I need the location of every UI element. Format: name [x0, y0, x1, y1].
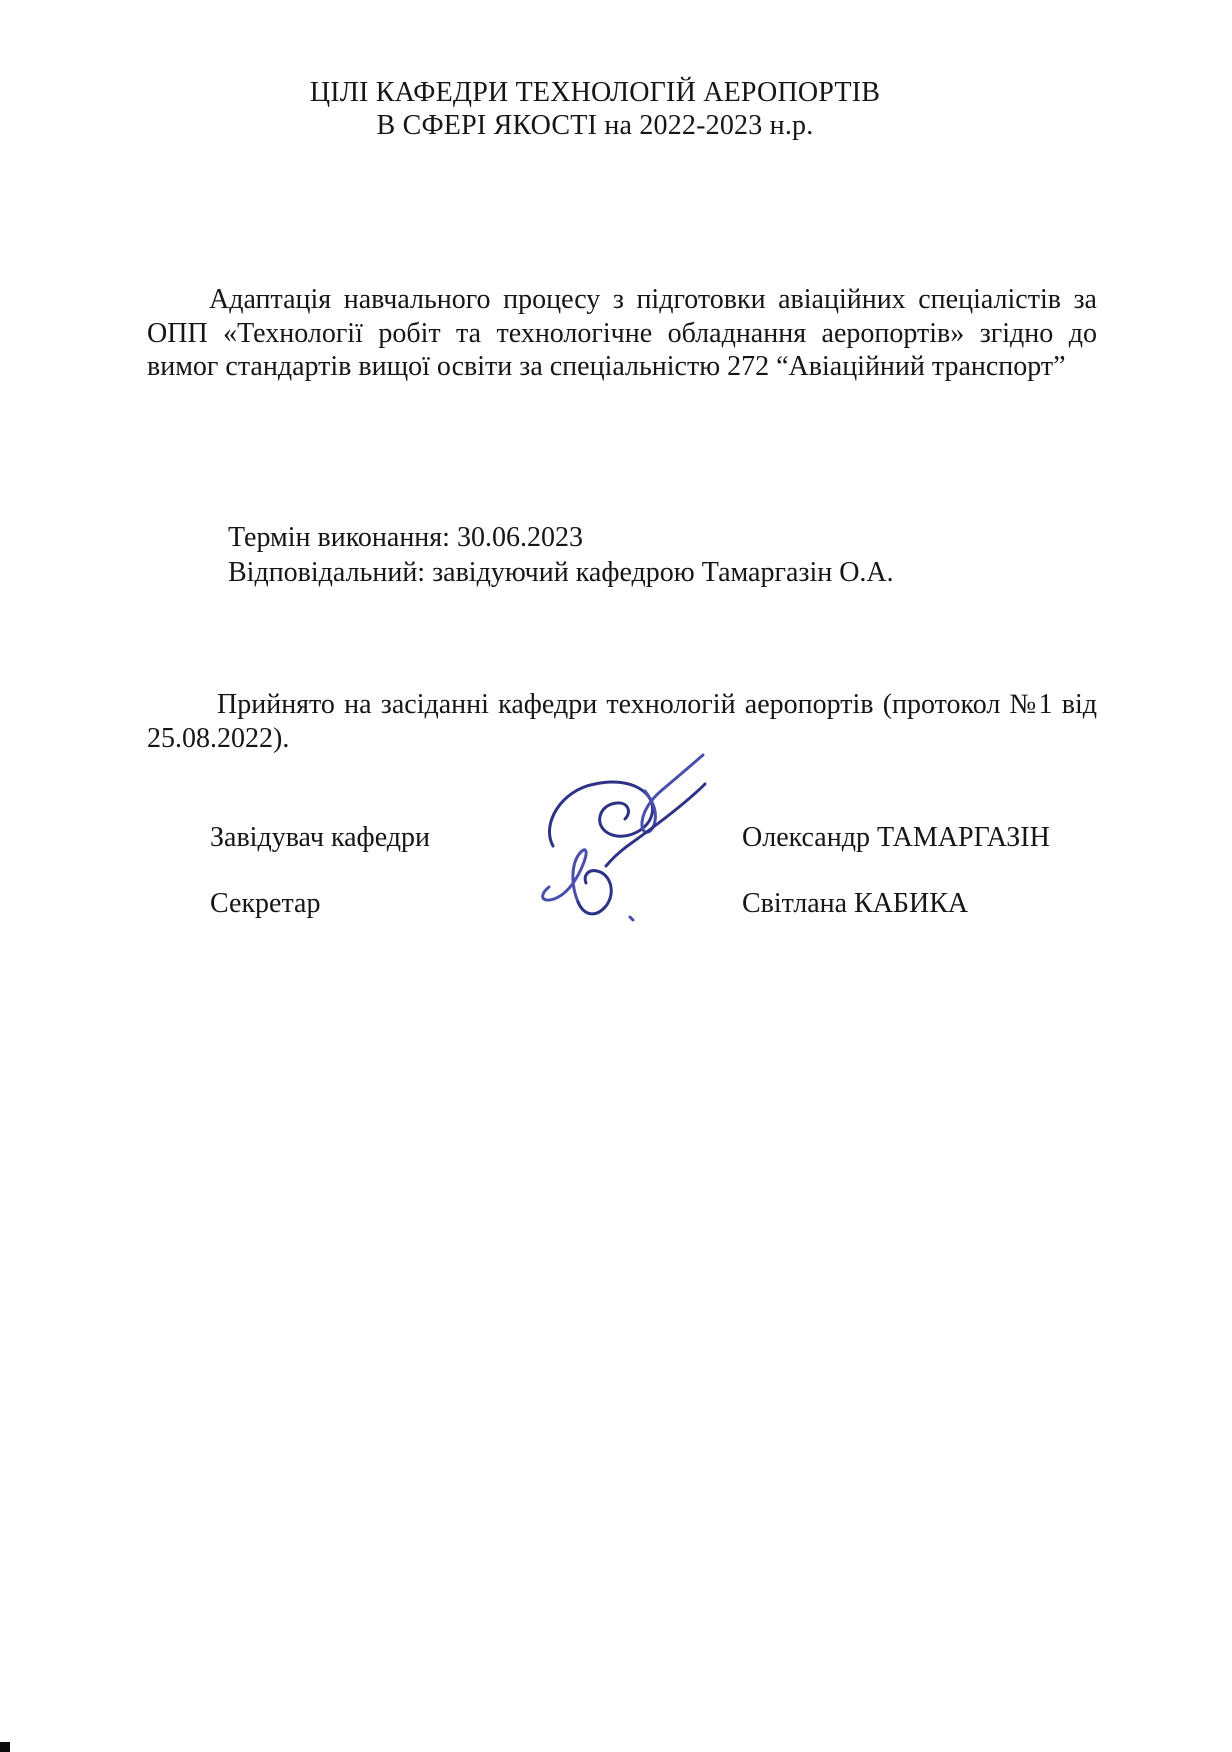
document-title-line1: ЦІЛІ КАФЕДРИ ТЕХНОЛОГІЙ АЕРОПОРТІВ: [309, 77, 881, 108]
intro-paragraph: [147, 283, 1097, 384]
signatory-name-secretary: Світлана КАБИКА: [742, 888, 969, 919]
scan-corner-artifact: [0, 1742, 10, 1752]
document-title: [0, 76, 1190, 142]
document-title-line2: В СФЕРІ ЯКОСТІ на 2022-2023 н.р.: [376, 110, 814, 141]
intro-line: вимог стандартів вищої освіти за спеціальністю 272 “Авіаційний транспорт”: [147, 351, 1066, 382]
assignment-details: [228, 520, 894, 590]
intro-line: Адаптація навчального процесу з підготовки авіаційних спеціалістів за: [209, 284, 1097, 315]
responsible-line: Відповідальний: завідуючий кафедрою Тамаргазін О.А.: [228, 557, 894, 588]
acceptance-line: Прийнято на засіданні кафедри технологій аеропортів (протокол №1 від: [217, 689, 1097, 720]
signatory-role-secretary: Секретар: [210, 888, 321, 919]
signatory-name-head-of-department: Олександр ТАМАРГАЗІН: [742, 822, 1050, 853]
intro-line: ОПП «Технології робіт та технологічне обладнання аеропортів» згідно до: [147, 317, 1097, 349]
acceptance-line: 25.08.2022).: [147, 722, 290, 754]
signatory-role-head-of-department: Завідувач кафедри: [210, 822, 430, 853]
acceptance-paragraph: [147, 688, 1097, 755]
deadline-line: Термін виконання: 30.06.2023: [228, 522, 583, 553]
handwritten-signature-ink: [533, 746, 723, 936]
